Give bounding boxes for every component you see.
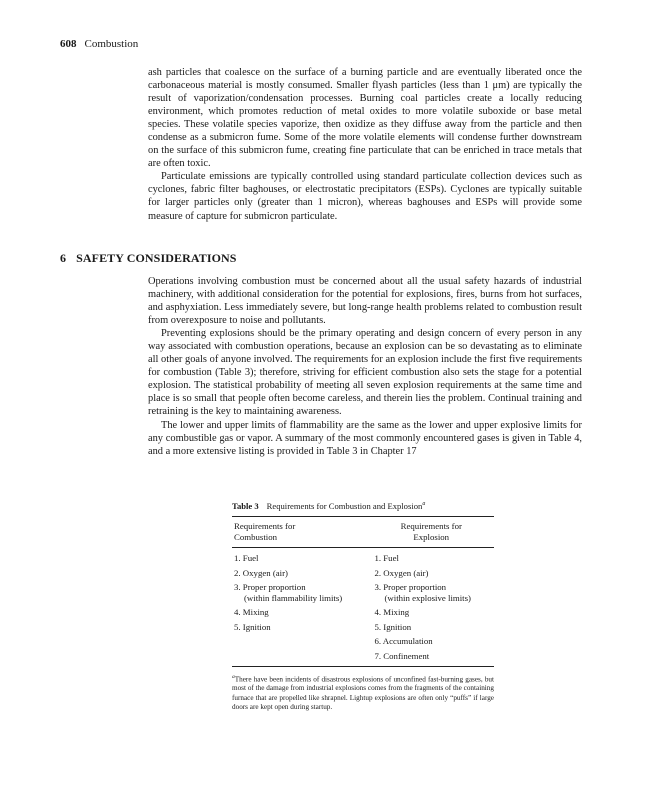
table-row <box>232 635 494 650</box>
combustion-cell <box>232 635 366 650</box>
table-title: Requirements for Combustion and Explosion <box>266 501 423 511</box>
section-title: SAFETY CONSIDERATIONS <box>76 251 237 265</box>
table-label: Table 3 <box>232 501 259 511</box>
table-row <box>232 649 494 667</box>
table-row <box>232 606 494 621</box>
section-heading <box>60 251 237 266</box>
section-number: 6 <box>60 251 67 265</box>
header-line: Requirements for <box>234 521 296 531</box>
cell-subtext: (within flammability limits) <box>244 592 343 603</box>
paragraph: The lower and upper limits of flammability are the same as the lower and upper explosive limits for any combustible gas or vapor. A summary of the most commonly encountered gases is given in Table 4, and a more extensive listing is provided in Table 3 in Chapter 17 <box>148 419 582 457</box>
page-number: 608 <box>60 38 77 50</box>
table-footnote <box>232 673 494 712</box>
explosion-cell: 7. Confinement <box>374 650 430 661</box>
footnote-text: There have been incidents of disastrous explosions of unconfined fast-burning gases, but most of the damage from industrial explosions comes from the fragments of the containing furnace that are propelled like shrapnel. Lightup explosions are often only “puffs” if large doors are kept open during startup. <box>232 675 494 711</box>
explosion-cell: 6. Accumulation <box>374 636 433 646</box>
header-explosion <box>366 517 494 548</box>
table-row <box>232 620 494 635</box>
explosion-cell: 4. Mixing <box>374 607 410 617</box>
explosion-cell: 2. Oxygen (air) <box>374 567 429 578</box>
table-3 <box>232 501 494 712</box>
table-header-row <box>232 517 494 548</box>
table-row <box>232 581 494 606</box>
paragraph: ash particles that coalesce on the surface of a burning particle and are eventually liberated once the carbonaceous material is mostly consumed. Smaller flyash particles (less than 1 μm) are typically the result of vaporization/condensation processes. Burning coal particles create a locally reducing environment, which promotes reduction of metal oxides to more volatile suboxide or base metal species. These volatile species vaporize, then oxidize as they diffuse away from the particle and then condense as a submicron fume. Some of the more volatile elements will condense further downstream on the surface of this submicron fume, creating fine particulate that can be enriched in trace metals that are often toxic. <box>148 67 582 170</box>
combustion-cell: 4. Mixing <box>234 607 269 617</box>
combustion-cell: 2. Oxygen (air) <box>234 567 288 578</box>
combustion-cell <box>232 649 366 667</box>
safety-text-block <box>148 275 582 458</box>
explosion-cell: 5. Ignition <box>374 621 412 632</box>
paragraph: Preventing explosions should be the primary operating and design concern of every person in any way associated with combustion operations, because an explosion can be so devastating as to eliminate all other goals of anyone involved. The requirements for an explosion include the first five requirements for combustion (Table 3); therefore, striving for efficient combustion also sets the stage for a potential explosion. The statistical probability of meeting all seven explosion requirements at the same time and place is so small that people often become careless, and therein lies the problem. Continual training and retraining is the key to maintaining awareness. <box>148 328 582 418</box>
header-line: Requirements for <box>400 521 462 531</box>
footnote-mark: a <box>232 674 235 680</box>
paragraph: Operations involving combustion must be concerned about all the usual safety hazards of industrial machinery, with additional consideration for the potential for explosions, fires, burns from hot surfaces, and asphyxiation. Less immediately severe, but long-range health problems related to combustion result from overexposure to noise and pollutants. <box>148 276 582 327</box>
header-line: Explosion <box>413 532 450 542</box>
explosion-cell: 3. Proper proportion (within explosive limits) <box>366 581 494 606</box>
requirements-table <box>232 516 494 667</box>
table-title-footnote-mark: a <box>422 501 426 508</box>
header-combustion <box>232 517 366 548</box>
running-title: Combustion <box>84 38 139 50</box>
combustion-cell: 1. Fuel <box>234 553 259 563</box>
combustion-cell: 3. Proper proportion (within flammability limits) <box>232 581 366 606</box>
table-row <box>232 548 494 567</box>
combustion-cell: 5. Ignition <box>234 621 271 632</box>
running-header <box>60 38 138 50</box>
paragraph: Particulate emissions are typically controlled using standard particulate collection devices such as cyclones, fabric filter baghouses, or electrostatic precipitators (ESPs). Cyclones are typically suitable for larger particles only (greater than 1 micron), whereas baghouses and ESPs will provide some measure of capture for submicron particulate. <box>148 171 582 222</box>
cell-subtext: (within explosive limits) <box>384 592 471 603</box>
header-line: Combustion <box>234 532 278 542</box>
table-row <box>232 566 494 581</box>
intro-text-block <box>148 66 582 223</box>
explosion-cell: 1. Fuel <box>374 553 399 563</box>
table-caption <box>232 501 494 511</box>
